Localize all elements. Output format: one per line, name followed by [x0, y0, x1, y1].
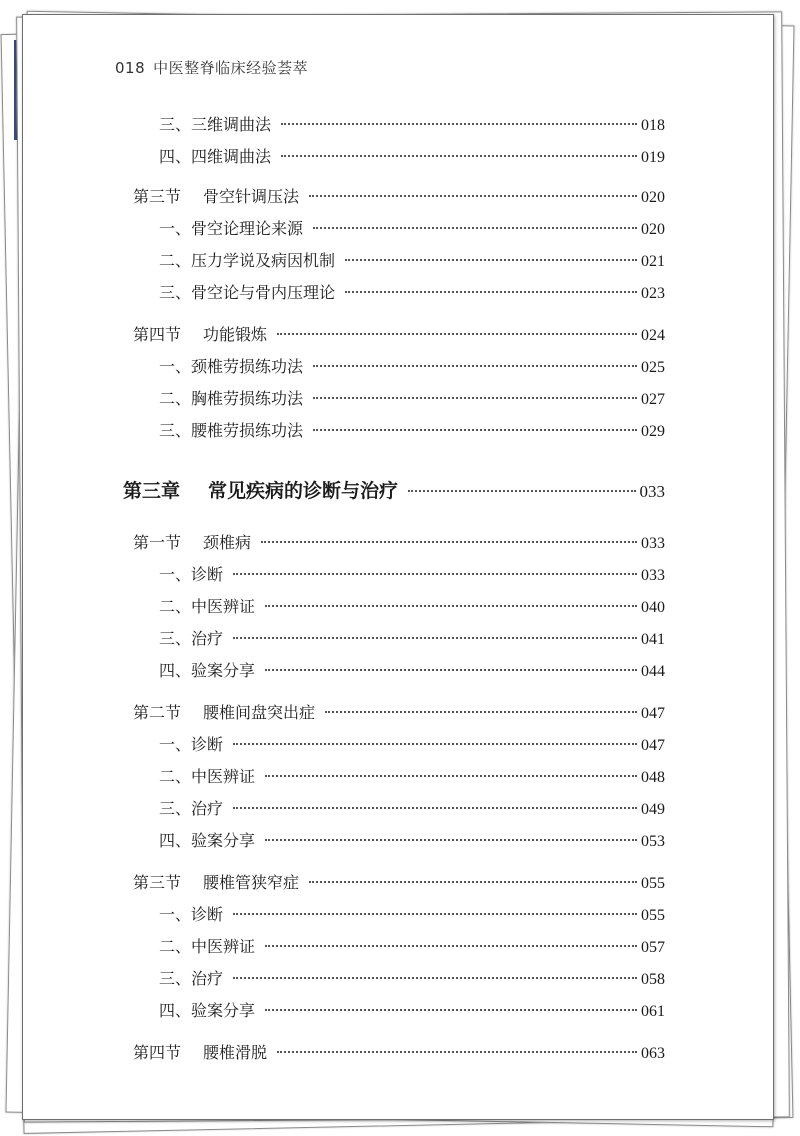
toc-page-number: 041: [641, 631, 665, 648]
toc-section-entry: [133, 703, 665, 724]
toc-leader-dots: [313, 365, 637, 367]
toc-entry-title: 诊断: [191, 565, 224, 584]
toc-page-number: 025: [641, 359, 665, 376]
toc-entry-prefix: 一、: [159, 565, 192, 584]
running-header: [115, 57, 308, 78]
toc-page-number: 033: [639, 482, 665, 501]
toc-section-entry: [133, 873, 665, 894]
toc-entry-title: 腰椎滑脱: [203, 1043, 268, 1062]
toc-page-number: 033: [641, 535, 665, 552]
toc-entry-prefix: 第四节: [133, 1043, 182, 1062]
toc-page-number: 063: [641, 1045, 665, 1062]
toc-leader-dots: [309, 881, 637, 883]
toc-entry-title: 压力学说及病因机制: [191, 251, 336, 270]
toc-entry-prefix: 三、: [159, 799, 192, 818]
toc-entry-title: 颈椎病: [203, 533, 252, 552]
toc-page-number: 018: [641, 117, 665, 134]
toc-entry-label: [123, 481, 398, 501]
toc-item-entry: [159, 389, 665, 410]
toc-leader-dots: [265, 839, 637, 841]
toc-entry-prefix: 三、: [159, 421, 192, 440]
toc-entry-label: [133, 1043, 267, 1063]
toc-page-number: 053: [641, 833, 665, 850]
toc-page-number: 049: [641, 801, 665, 818]
toc-entry-prefix: 二、: [159, 767, 192, 786]
toc-entry-prefix: 第二节: [133, 703, 182, 722]
toc-page-number: 055: [641, 875, 665, 892]
toc-page-number: 020: [641, 221, 665, 238]
toc-entry-label: [159, 597, 255, 617]
toc-item-entry: [159, 283, 665, 304]
toc-page-number: 047: [641, 705, 665, 722]
toc-entry-title: 中医辨证: [191, 937, 256, 956]
toc-entry-label: [159, 799, 223, 819]
toc-entry-label: [159, 251, 335, 271]
toc-item-entry: [159, 357, 665, 378]
toc-leader-dots: [233, 913, 637, 915]
toc-item-entry: [159, 421, 665, 442]
toc-leader-dots: [233, 637, 637, 639]
toc-page-number: 021: [641, 253, 665, 270]
toc-entry-label: [159, 115, 271, 135]
toc-entry-label: [159, 831, 255, 851]
toc-entry-label: [159, 937, 255, 957]
toc-entry-title: 常见疾病的诊断与治疗: [208, 480, 399, 502]
toc-entry-prefix: 二、: [159, 251, 192, 270]
toc-leader-dots: [277, 333, 637, 335]
toc-entry-prefix: 二、: [159, 937, 192, 956]
toc-item-entry: [159, 969, 665, 990]
toc-entry-title: 骨空论理论来源: [191, 219, 304, 238]
toc-entry-prefix: 三、: [159, 115, 192, 134]
toc-page-number: 027: [641, 391, 665, 408]
toc-entry-prefix: 第三章: [123, 480, 181, 502]
toc-entry-prefix: 一、: [159, 357, 192, 376]
toc-leader-dots: [233, 807, 637, 809]
toc-leader-dots: [277, 1051, 637, 1053]
toc-leader-dots: [261, 541, 637, 543]
toc-entry-label: [159, 735, 223, 755]
toc-page-number: 058: [641, 971, 665, 988]
toc-entry-title: 验案分享: [191, 831, 256, 850]
toc-entry-prefix: 四、: [159, 147, 192, 166]
toc-leader-dots: [233, 977, 637, 979]
toc-entry-prefix: 第三节: [133, 187, 182, 206]
toc-leader-dots: [345, 291, 637, 293]
toc-entry-label: [159, 629, 223, 649]
toc-entry-title: 骨空针调压法: [203, 187, 300, 206]
toc-page-number: 029: [641, 423, 665, 440]
toc-item-entry: [159, 1001, 665, 1022]
header-book-title: 中医整脊临床经验荟萃: [153, 59, 309, 77]
toc-entry-prefix: 三、: [159, 629, 192, 648]
document-page: [22, 14, 774, 1120]
toc-leader-dots: [265, 669, 637, 671]
toc-section-entry: [133, 325, 665, 346]
toc-page-number: 057: [641, 939, 665, 956]
toc-item-entry: [159, 251, 665, 272]
toc-entry-label: [133, 325, 267, 345]
toc-entry-title: 诊断: [191, 735, 224, 754]
toc-page-number: 020: [641, 189, 665, 206]
toc-entry-prefix: 二、: [159, 597, 192, 616]
toc-item-entry: [159, 661, 665, 682]
toc-entry-title: 验案分享: [191, 1001, 256, 1020]
toc-page-number: 055: [641, 907, 665, 924]
toc-entry-label: [159, 421, 303, 441]
toc-page-number: 048: [641, 769, 665, 786]
toc-entry-label: [159, 357, 303, 377]
toc-entry-title: 治疗: [191, 629, 224, 648]
toc-leader-dots: [325, 711, 637, 713]
toc-leader-dots: [265, 945, 637, 947]
toc-entry-title: 验案分享: [191, 661, 256, 680]
toc-entry-label: [133, 703, 315, 723]
toc-page-number: 047: [641, 737, 665, 754]
toc-leader-dots: [281, 123, 637, 125]
toc-leader-dots: [233, 573, 637, 575]
toc-section-entry: [133, 1043, 665, 1064]
toc-item-entry: [159, 565, 665, 586]
toc-entry-prefix: 四、: [159, 1001, 192, 1020]
toc-entry-title: 中医辨证: [191, 767, 256, 786]
toc-entry-prefix: 第三节: [133, 873, 182, 892]
toc-entry-prefix: 一、: [159, 905, 192, 924]
toc-page-number: 061: [641, 1003, 665, 1020]
toc-item-entry: [159, 831, 665, 852]
toc-entry-label: [159, 147, 271, 167]
toc-entry-title: 诊断: [191, 905, 224, 924]
toc-entry-label: [159, 565, 223, 585]
toc-entry-label: [133, 533, 251, 553]
toc-page-number: 024: [641, 327, 665, 344]
toc-item-entry: [159, 219, 665, 240]
toc-entry-label: [159, 767, 255, 787]
toc-entry-prefix: 第一节: [133, 533, 182, 552]
toc-entry-prefix: 第四节: [133, 325, 182, 344]
toc-entry-label: [133, 873, 299, 893]
toc-item-entry: [159, 597, 665, 618]
toc-entry-label: [159, 219, 303, 239]
toc-leader-dots: [309, 195, 637, 197]
toc-item-entry: [159, 115, 665, 136]
toc-entry-title: 三维调曲法: [191, 115, 272, 134]
toc-entry-label: [159, 969, 223, 989]
toc-item-entry: [159, 905, 665, 926]
toc-item-entry: [159, 767, 665, 788]
toc-section-entry: [133, 533, 665, 554]
toc-leader-dots: [313, 429, 637, 431]
toc-entry-label: [159, 661, 255, 681]
toc-entry-title: 治疗: [191, 799, 224, 818]
toc-entry-label: [159, 283, 335, 303]
toc-item-entry: [159, 799, 665, 820]
toc-entry-title: 四维调曲法: [191, 147, 272, 166]
header-page-number: 018: [115, 59, 146, 77]
toc-item-entry: [159, 735, 665, 756]
toc-page-number: 019: [641, 149, 665, 166]
toc-entry-title: 胸椎劳损练功法: [191, 389, 304, 408]
toc-entry-title: 功能锻炼: [203, 325, 268, 344]
toc-page-number: 044: [641, 663, 665, 680]
toc-entry-title: 颈椎劳损练功法: [191, 357, 304, 376]
toc-entry-title: 腰椎管狭窄症: [203, 873, 300, 892]
toc-entry-label: [159, 1001, 255, 1021]
toc-page-number: 040: [641, 599, 665, 616]
toc-item-entry: [159, 937, 665, 958]
toc-entry-title: 中医辨证: [191, 597, 256, 616]
toc-leader-dots: [313, 397, 637, 399]
toc-entry-prefix: 四、: [159, 831, 192, 850]
toc-entry-label: [133, 187, 299, 207]
toc-leader-dots: [265, 605, 637, 607]
toc-entry-prefix: 四、: [159, 661, 192, 680]
toc-entry-prefix: 二、: [159, 389, 192, 408]
toc-item-entry: [159, 629, 665, 650]
toc-leader-dots: [265, 775, 637, 777]
toc-entry-prefix: 一、: [159, 219, 192, 238]
toc-page-number: 023: [641, 285, 665, 302]
toc-entry-prefix: 三、: [159, 969, 192, 988]
toc-entry-prefix: 三、: [159, 283, 192, 302]
toc-leader-dots: [265, 1009, 637, 1011]
toc-entry-title: 治疗: [191, 969, 224, 988]
toc-item-entry: [159, 147, 665, 168]
toc-leader-dots: [408, 490, 635, 492]
toc-entry-label: [159, 905, 223, 925]
toc-leader-dots: [281, 155, 637, 157]
toc-chapter-entry: [123, 481, 665, 502]
toc-entry-title: 腰椎间盘突出症: [203, 703, 316, 722]
toc-section-entry: [133, 187, 665, 208]
toc-leader-dots: [345, 259, 637, 261]
toc-entry-prefix: 一、: [159, 735, 192, 754]
toc-entry-title: 骨空论与骨内压理论: [191, 283, 336, 302]
toc-page-number: 033: [641, 567, 665, 584]
toc-leader-dots: [233, 743, 637, 745]
toc-leader-dots: [313, 227, 637, 229]
toc-entry-label: [159, 389, 303, 409]
toc-entry-title: 腰椎劳损练功法: [191, 421, 304, 440]
